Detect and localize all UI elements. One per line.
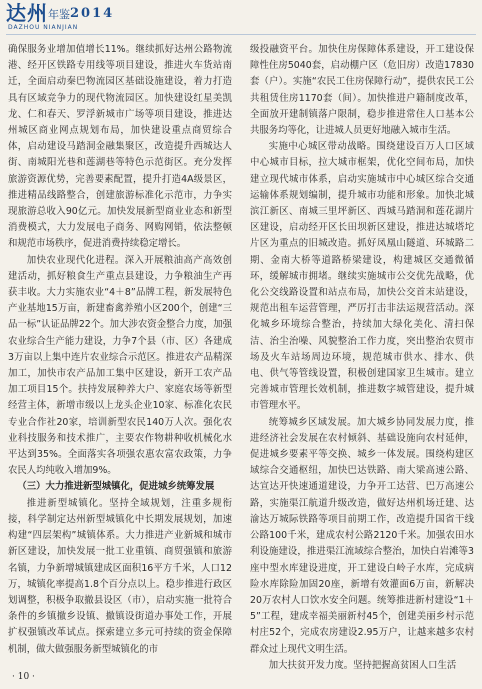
yearbook-logo bbox=[6, 2, 146, 32]
right-column bbox=[250, 42, 474, 674]
logo-title: 达州 bbox=[6, 1, 48, 25]
logo-year: 2014 bbox=[70, 6, 115, 21]
paragraph: 加快农业现代化进程。深入开展粮油高产高效创建活动，抓好粮食生产重点县建设，力争粮油生产再获丰收。大力实施农业“4＋8”品牌工程，新发展特色产业基地15万亩，新建畜禽养殖小区200个，创建“三品一标”认证品牌22个。加大涉农资金整合力度，加强农业综合生产能力建设，力争7个县（市、区）各建成3万亩以上集中连片农业综合示范区。推进农产品精深加工，加快市农产品加工集中区建设，新开工农产品加工项目15个。扶持发展种养大户、家庭农场等新型经营主体，新增市级以上龙头企业10家、标准化农民专业合作社20家，培训新型农民140万人次。强化农业科技服务和技术推广，主要农作物耕种收机械化水平达到35%。全面落实各项强农惠农富农政策，力争农民人均纯收入增加9%。 bbox=[8, 254, 232, 477]
logo-subtitle: 年鉴 bbox=[48, 8, 70, 21]
left-column bbox=[8, 42, 232, 658]
paragraph: 级投融资平台。加快住房保障体系建设，开工建设保障性住房5040套，启动棚户区（危旧房）改造17830套（户）。实施“农民工住房保障行动”，提供农民工公共租赁住房1170套（间）。加快推进户籍制度改革，全面放开建制镇落户限制，稳步推进常住人口基本公共服务均等化，让进城人员更好地融入城市生活。 bbox=[250, 44, 474, 137]
page-number: · 10 · bbox=[12, 672, 35, 682]
paragraph: 推进新型城镇化。坚持全域规划，注重多规衔接，科学制定达州新型城镇化中长期发展规划，加速构建“四层架构”城镇体系。大力推进产业新城和城市新区建设，加快发展一批工业重镇、商贸强镇和旅游名镇，力争新增城镇建成区面积16平方千米，人口12万，城镇化率提高1.8个百分点以上。稳步推进行政区划调整，积极争取撤县设区（市），启动实施一批符合条件的乡镇撤乡设镇、撤镇设街道办事处工作，开展扩权强镇改革试点。探索建立多元可持续的资金保障机制，做大做强服务新型城镇化的市 bbox=[8, 497, 232, 655]
header-divider bbox=[6, 34, 476, 35]
page-header bbox=[0, 0, 482, 34]
paragraph: 加大扶贫开发力度。坚持把握高贫困人口生活 bbox=[268, 659, 457, 671]
paragraph: 统筹城乡区域发展。加大城乡协同发展力度，推进经济社会发展在农村倾斜、基础设施向农村延伸，促进城乡要素平等交换、城乡一体发展。围绕构建区域综合交通枢纽，加快巴达铁路、南大梁高速公路、达宣达开快速通道建设，力争开工达营、巴万高速公路，实施渠江航道升级改造，做好达州机场迁建、达渝达万城际铁路等项目前期工作，改造提升国省干线公路100千米，建成农村公路2120千米。加强农田水利设施建设，推进渠江流域综合整治，加快白岩滩等3座中型水库建设进度，开工建设白岭子水库，完成病险水库除险加固20座，新增有效灌面6万亩，新解决20万农村人口饮水安全问题。统筹推进新村建设“1＋5”工程，建成幸福美丽新村45个，创建美丽乡村示范村庄52个，完成农房建设2.95万户，让越来越多农村群众过上现代文明生活。 bbox=[250, 416, 474, 655]
section-heading: （三）大力推进新型城镇化，促进城乡统筹发展 bbox=[17, 481, 215, 493]
paragraph: 确保服务业增加值增长11%。继续抓好达州公路物流港、经开区铁路专用线等项目建设，推进火车货站南迁，全面启动秦巴物流园区基础设施建设，着力打造具有区域竞争力的现代物流园区。加快建设红星美凯龙、仁和春天、罗浮新城市广场等项目建设，推进达州城区商业网点规划布局，加快建设重点商贸综合体，启动建设马踏洞金融集聚区，改造提升西城达人街、南城阳光巷和莲湖巷等特色示范街区。充分发挥旅游资源优势，完善要素配置，提升打造4A级景区，推进精品线路整合，创建旅游标准化示范市，力争实现旅游总收入90亿元。加快发展新型商业业态和新型消费模式，大力发展电子商务、网购网销，依法整顿和规范市场秩序，促进消费持续稳定增长。 bbox=[8, 44, 232, 250]
logo-pinyin: DAZHOU NIANJIAN bbox=[8, 24, 79, 31]
paragraph: 实施中心城区带动战略。围绕建设百万人口区域中心城市目标，拉大城市框架，优化空间布局，加快建立现代城市体系，启动实施城市中心城区综合交通运输体系规划编制，提升城市功能和形象。加快北城滨江新区、南城三里坪新区、西城马踏洞和莲花湖片区建设，启动经开区长田坝新区建设，推进达城塔坨片区为重点的旧城改造。抓好凤凰山隧道、环城路二期、金南大桥等道路桥梁建设，构建城区交通微循环，缓解城市拥堵。继续实施城市公交优先战略，优化公交线路设置和站点布局，加快公交首末站建设，规范出租车运营管理，严厉打击非法运规营活动。深化城乡环境综合整治，持续加大绿化美化、清扫保洁、治尘治噪、风貌整治工作力度，突出整治农贸市场及火车站场周边环境，规范城市供水、排水、供电、供气等管线设置，积极创建国家卫生城市。建立完善城市管理长效机制，推进数字城管建设，提升城市管理水平。 bbox=[250, 141, 474, 412]
